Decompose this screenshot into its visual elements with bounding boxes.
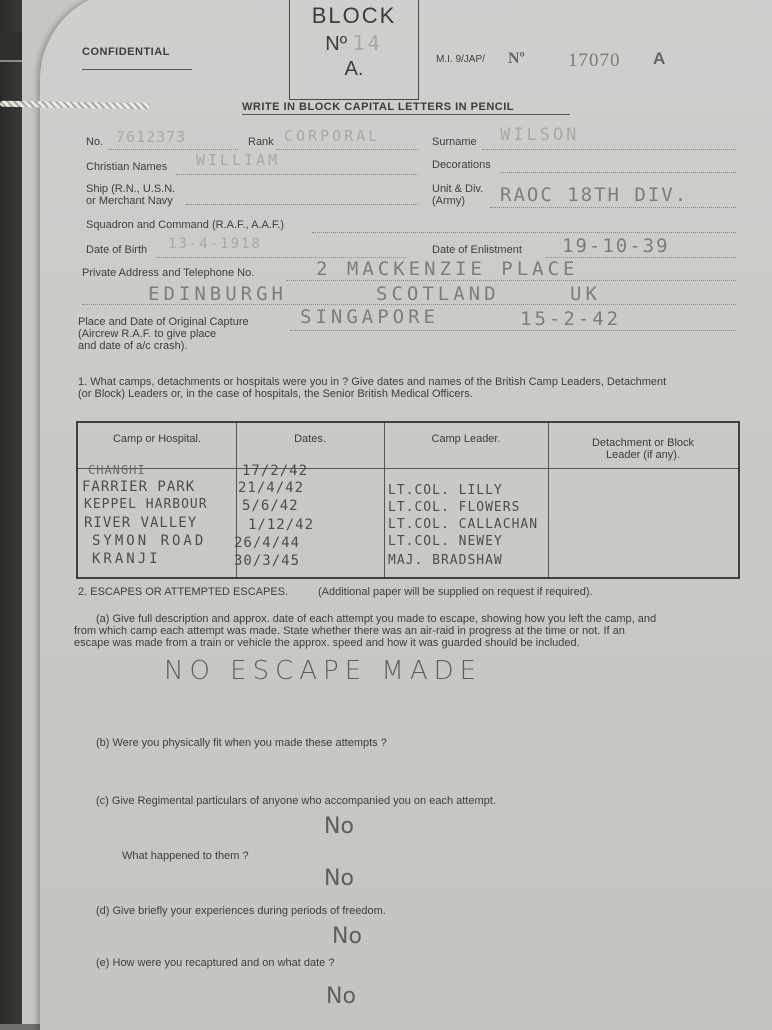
serial-number: 17070	[568, 50, 621, 71]
q2c-sub-answer: No	[324, 866, 354, 891]
confidential-underline	[82, 69, 192, 70]
address-nation: UK	[570, 283, 601, 305]
surname-label: Surname	[432, 136, 477, 148]
instruction-underline	[242, 114, 570, 115]
dob-label: Date of Birth	[86, 244, 148, 256]
ship-label	[86, 183, 175, 207]
row-date: 1/12/42	[248, 517, 315, 533]
unit-label-line1: Unit & Div.	[432, 183, 484, 195]
confidential-label: CONFIDENTIAL	[82, 46, 170, 58]
row-leader: LT.COL. LILLY	[388, 483, 503, 498]
row-leader: LT.COL. CALLACHAN	[388, 517, 539, 532]
q2d-answer: No	[332, 924, 362, 949]
q2c-answer: No	[324, 814, 354, 839]
instruction-title: WRITE IN BLOCK CAPITAL LETTERS IN PENCIL	[242, 101, 514, 113]
q1-text-line2: (or Block) Leaders or, in the case of hospitals, the Senior British Medical Officers.	[78, 388, 473, 400]
capture-date: 15-2-42	[520, 308, 622, 330]
serial-suffix: A	[653, 49, 666, 68]
header-camp: Camp or Hospital.	[112, 433, 202, 445]
q2a-answer: NO ESCAPE MADE	[164, 656, 483, 686]
header-detachment-line2: Leader (if any).	[606, 449, 680, 461]
row-camp: RIVER VALLEY	[84, 515, 198, 531]
block-box	[289, 0, 419, 100]
christian-names-line	[176, 174, 418, 175]
q2-title: 2. ESCAPES OR ATTEMPTED ESCAPES.	[78, 586, 289, 598]
q2d-text: (d) Give briefly your experiences during periods of freedom.	[96, 905, 386, 917]
enlistment-label: Date of Enlistment	[432, 244, 522, 256]
unit-line	[490, 207, 736, 208]
q2b-text: (b) Were you physically fit when you made these attempts ?	[96, 737, 387, 749]
christian-names-value: WILLIAM	[196, 151, 281, 169]
row-camp: SYMON ROAD	[92, 533, 207, 549]
header-dates: Dates.	[294, 433, 326, 445]
decorations-line	[500, 172, 736, 173]
ship-line	[186, 204, 418, 205]
header-camp-leader: Camp Leader.	[431, 433, 501, 445]
q2c-sub-text: What happened to them ?	[122, 850, 249, 862]
address-label: Private Address and Telephone No.	[82, 267, 255, 279]
header-detachment-line1: Detachment or Block	[591, 437, 695, 449]
address-line2-rule	[82, 304, 736, 305]
table-header-rule	[78, 468, 738, 469]
unit-label-line2: (Army)	[432, 195, 465, 207]
address-line1-rule	[286, 280, 736, 281]
squadron-line	[312, 232, 736, 233]
capture-label	[78, 316, 249, 352]
header-detachment	[548, 437, 738, 461]
enlistment-value: 19-10-39	[562, 235, 670, 257]
dob-value: 13-4-1918	[168, 236, 262, 252]
row-leader: LT.COL. NEWEY	[388, 534, 503, 549]
no-line	[108, 149, 238, 150]
row-camp: FARRIER PARK	[82, 479, 196, 495]
block-no-value: 14	[352, 31, 383, 55]
row-leader: MAJ. BRADSHAW	[388, 553, 503, 568]
capture-label-line3: and date of a/c crash).	[78, 340, 188, 352]
capture-place: SINGAPORE	[300, 306, 439, 328]
row-date: 5/6/42	[242, 498, 299, 514]
unit-value: RAOC 18TH DIV.	[500, 184, 689, 206]
squadron-label: Squadron and Command (R.A.F., A.A.F.)	[86, 219, 285, 231]
capture-label-line1: Place and Date of Original Capture	[78, 316, 249, 328]
rank-label: Rank	[248, 136, 274, 148]
rank-value: CORPORAL	[284, 127, 381, 145]
unit-label	[432, 183, 483, 207]
capture-line	[290, 330, 736, 331]
row-date: 26/4/44	[234, 535, 301, 551]
q2e-answer: No	[326, 984, 356, 1009]
address-line1: 2 MACKENZIE PLACE	[316, 258, 579, 280]
table-divider	[384, 423, 385, 577]
form-reference: M.I. 9/JAP/	[436, 54, 485, 65]
capture-label-line2: (Aircrew R.A.F. to give place	[78, 328, 217, 340]
row-date: 30/3/45	[234, 553, 301, 569]
no-label: No.	[86, 136, 104, 148]
rank-line	[276, 149, 418, 150]
row-leader: LT.COL. FLOWERS	[388, 500, 521, 515]
row-date: 21/4/42	[238, 480, 305, 496]
q2-note: (Additional paper will be supplied on request if required).	[318, 586, 593, 598]
q2c-text: (c) Give Regimental particulars of anyone who accompanied you on each attempt.	[96, 795, 496, 807]
row-camp: KRANJI	[92, 551, 161, 567]
q1-text-line1: 1. What camps, detachments or hospitals were you in ? Give dates and names of the British Camp Leaders, Detachment	[78, 376, 667, 388]
surname-value: WILSON	[500, 125, 580, 145]
decorations-label: Decorations	[432, 159, 491, 171]
block-no-label: Nº	[325, 33, 348, 55]
camps-table	[76, 421, 740, 579]
q2a-line1: (a) Give full description and approx. date of each attempt you made to escape, showing how you left the camp, and	[96, 613, 657, 625]
ship-label-line1: Ship (R.N., U.S.N.	[86, 183, 176, 195]
address-city: EDINBURGH	[148, 283, 287, 305]
row-camp: CHANGHI	[88, 463, 146, 477]
no-value: 7612373	[116, 128, 187, 146]
serial-no-label: Nº	[508, 50, 525, 67]
block-label: BLOCK	[311, 3, 397, 28]
q2a-line3: escape was made from a train or vehicle the approx. speed and how it was guarded should be included.	[74, 637, 580, 649]
row-camp: KEPPEL HARBOUR	[84, 497, 208, 512]
block-letter: A.	[344, 58, 364, 80]
surname-line	[482, 149, 736, 150]
q2e-text: (e) How were you recaptured and on what date ?	[96, 957, 335, 969]
christian-names-label: Christian Names	[86, 161, 168, 173]
address-country: SCOTLAND	[376, 283, 500, 305]
row-date: 17/2/42	[242, 463, 309, 479]
ship-label-line2: or Merchant Navy	[86, 195, 173, 207]
q2a-line2: from which camp each attempt was made. State whether there was an air-raid in progress at the time or not. If an	[74, 625, 625, 637]
